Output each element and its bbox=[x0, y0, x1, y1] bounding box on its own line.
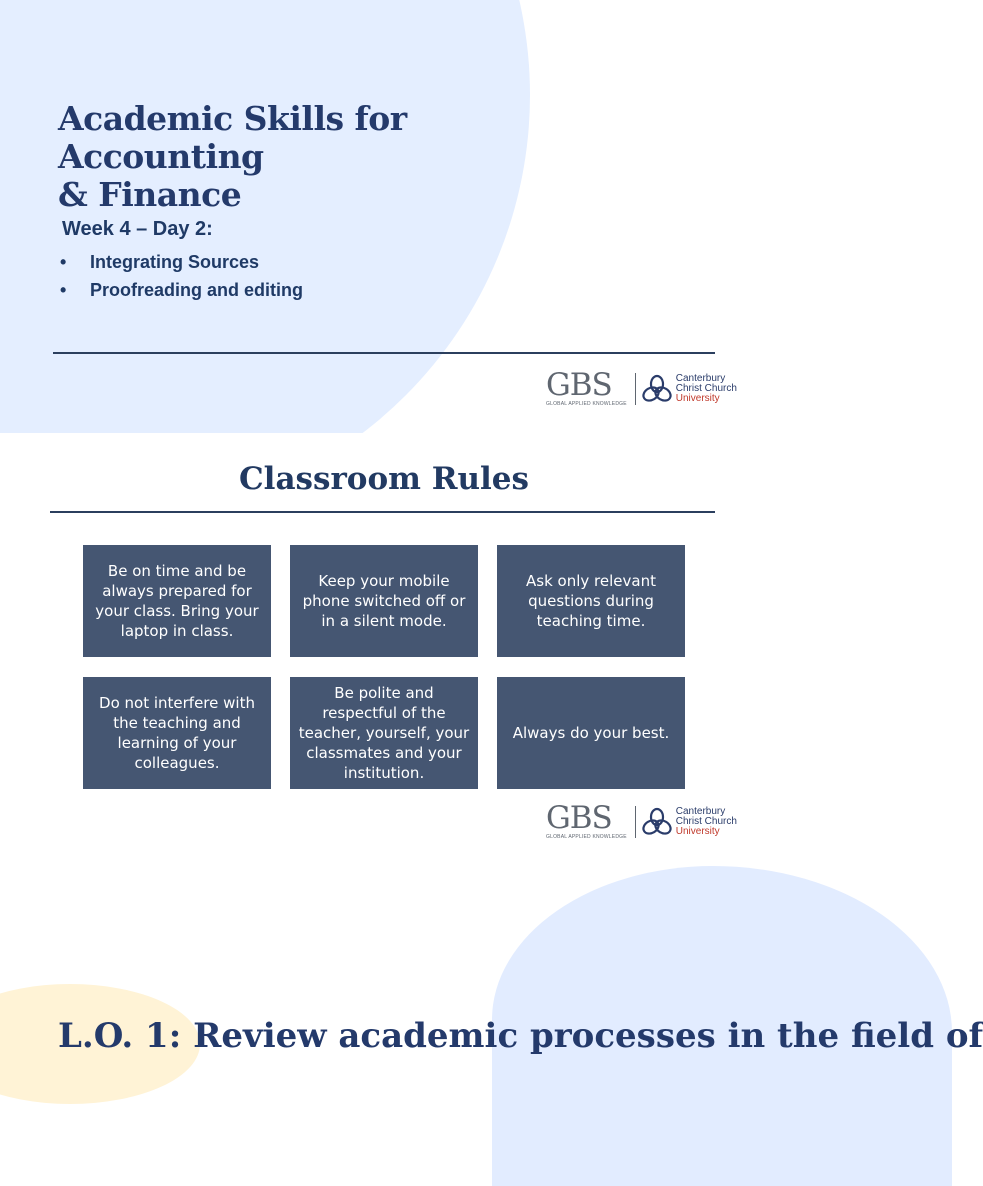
slide-title bbox=[58, 100, 618, 214]
ccu-line: University bbox=[675, 393, 720, 404]
triquetra-icon bbox=[642, 374, 672, 404]
topic-item bbox=[60, 248, 303, 276]
rule-card: Keep your mobile phone switched off or in a silent mode. bbox=[289, 544, 479, 658]
ccu-line: Canterbury bbox=[675, 806, 726, 817]
divider-line bbox=[50, 511, 715, 513]
divider-line bbox=[53, 352, 715, 354]
topic-list bbox=[60, 248, 303, 304]
topic-label: Proofreading and editing bbox=[90, 280, 304, 300]
gbs-wordmark: GBS bbox=[546, 800, 612, 836]
gbs-ccu-logo bbox=[546, 800, 737, 840]
gbs-tagline: GLOBAL APPLIED KNOWLEDGE bbox=[546, 834, 627, 840]
learning-outcome-heading: L.O. 1: Review academic processes in the field of bbox=[58, 1016, 983, 1056]
ccu-line: University bbox=[675, 826, 720, 837]
title-slide bbox=[0, 0, 768, 433]
title-line-2: & Finance bbox=[58, 175, 242, 214]
rule-card: Do not interfere with the teaching and learning of your colleagues. bbox=[82, 676, 272, 790]
logo-separator bbox=[635, 806, 636, 838]
ccu-logo-text bbox=[676, 807, 737, 837]
rule-card: Be polite and respectful of the teacher, yourself, your classmates and your institution. bbox=[289, 676, 479, 790]
gbs-logo bbox=[546, 800, 627, 840]
ccu-logo-text bbox=[676, 374, 737, 404]
rule-card: Be on time and be always prepared for your class. Bring your laptop in class. bbox=[82, 544, 272, 658]
gbs-wordmark: GBS bbox=[546, 367, 612, 403]
ccu-line: Canterbury bbox=[675, 373, 726, 384]
logo-separator bbox=[635, 373, 636, 405]
gbs-tagline: GLOBAL APPLIED KNOWLEDGE bbox=[546, 401, 627, 407]
learning-outcome-slide bbox=[0, 866, 983, 1056]
slide-heading: Classroom Rules bbox=[239, 461, 529, 497]
gbs-ccu-logo bbox=[546, 367, 737, 407]
ccu-line: Christ Church bbox=[675, 383, 737, 394]
week-day-subtitle: Week 4 – Day 2: bbox=[62, 218, 213, 240]
ccu-line: Christ Church bbox=[675, 816, 737, 827]
bullet-icon: • bbox=[60, 252, 67, 272]
title-line-1: Academic Skills for Accounting bbox=[58, 99, 407, 176]
rule-card: Always do your best. bbox=[496, 676, 686, 790]
gbs-logo bbox=[546, 367, 627, 407]
triquetra-icon bbox=[642, 807, 672, 837]
topic-label: Integrating Sources bbox=[90, 252, 260, 272]
rules-slide bbox=[0, 433, 768, 866]
topic-item bbox=[60, 276, 303, 304]
rule-card: Ask only relevant questions during teaching time. bbox=[496, 544, 686, 658]
bullet-icon: • bbox=[60, 280, 67, 300]
